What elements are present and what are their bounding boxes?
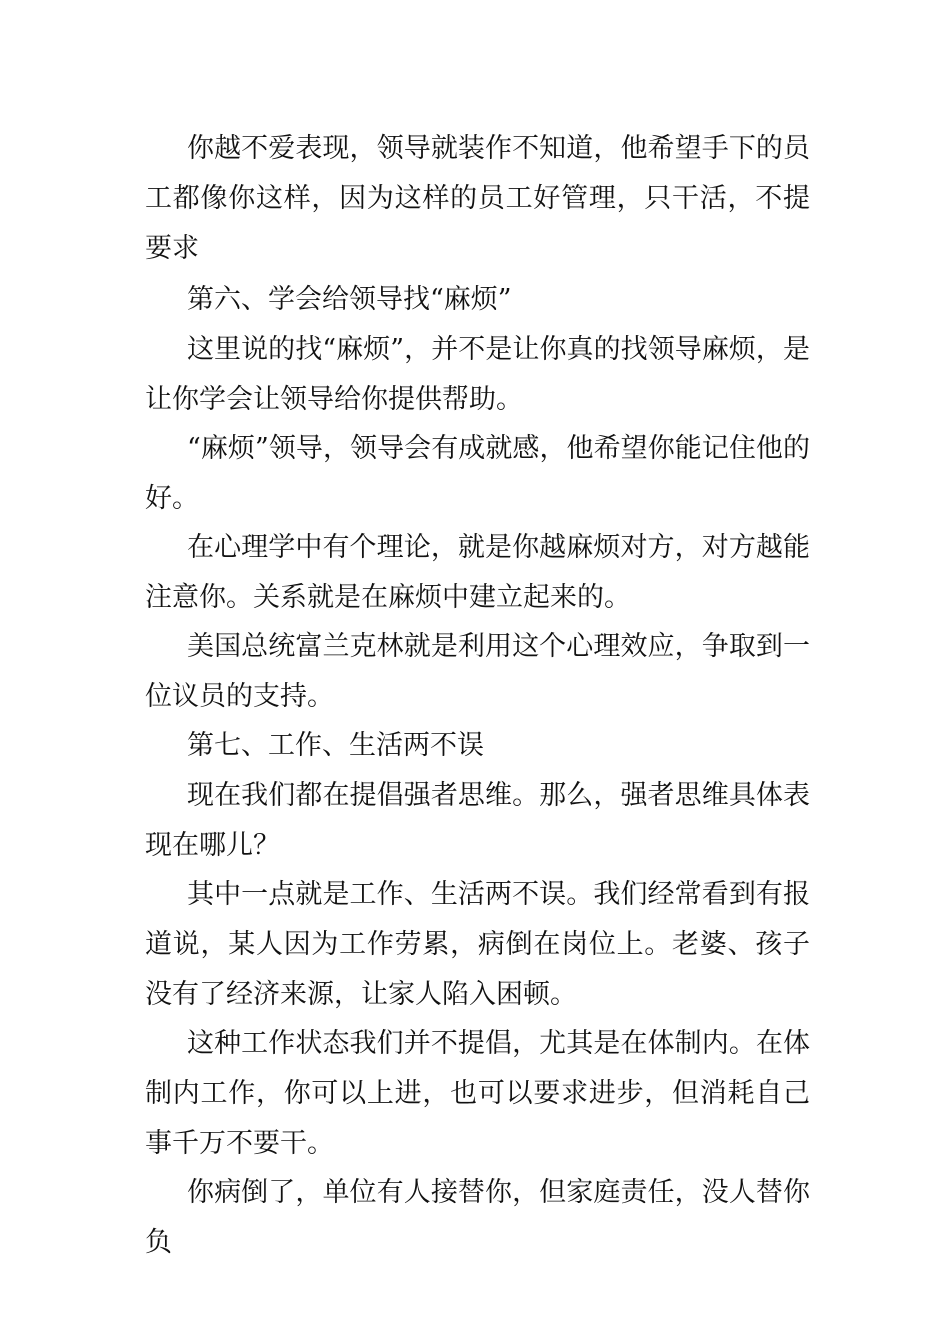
- paragraph-9: 你病倒了，单位有人接替你，但家庭责任，没人替你负: [145, 1177, 810, 1258]
- paragraph-1: 你越不爱表现，领导就装作不知道，他希望手下的员工都像你这样，因为这样的员工好管理，只干活，不提要求: [145, 133, 810, 264]
- paragraph-2: 这里说的找“麻烦”，并不是让你真的找领导麻烦，是让你学会让领导给你提供帮助。: [145, 334, 810, 415]
- paragraph-5: 美国总统富兰克林就是利用这个心理效应，争取到一位议员的支持。: [145, 631, 810, 712]
- paragraph-8: 这种工作状态我们并不提倡，尤其是在体制内。在体制内工作，你可以上进，也可以要求进步，但消耗自己事千万不要干。: [145, 1028, 810, 1159]
- section-heading-7: 第七、工作、生活两不误: [187, 730, 484, 761]
- paragraph-7: 其中一点就是工作、生活两不误。我们经常看到有报道说，某人因为工作劳累，病倒在岗位上。老婆、孩子没有了经济来源，让家人陷入困顿。: [145, 879, 810, 1010]
- section-heading-6: 第六、学会给领导找“麻烦”: [187, 284, 512, 315]
- paragraph-4: 在心理学中有个理论，就是你越麻烦对方，对方越能注意你。关系就是在麻烦中建立起来的。: [145, 532, 810, 613]
- paragraph-6: 现在我们都在提倡强者思维。那么，强者思维具体表现在哪儿？: [145, 780, 810, 861]
- paragraph-3: “麻烦”领导，领导会有成就感，他希望你能记住他的好。: [145, 433, 810, 514]
